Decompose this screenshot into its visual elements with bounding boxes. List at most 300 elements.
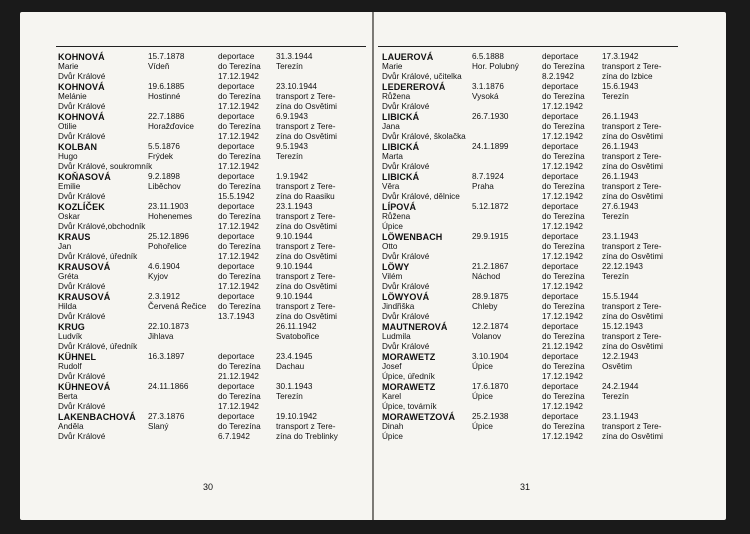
birth-info	[472, 322, 508, 342]
residence: Dvůr Králové, úředník	[58, 252, 138, 261]
record-entry	[382, 322, 663, 352]
left-page	[20, 12, 372, 520]
fate-info-line: zína do Osvětimi	[602, 132, 663, 141]
given-name: Ludmila	[382, 332, 411, 341]
deportation-info-line: 21.12.1942	[218, 372, 259, 381]
birth-info	[148, 262, 180, 282]
birth-info-line: 29.9.1915	[472, 232, 509, 241]
deportation-info-line: do Terezína	[542, 332, 585, 341]
residence: Dvůr Králové	[58, 132, 106, 141]
surname: LEDEREROVÁ	[382, 82, 446, 92]
birth-info-line: Úpice	[472, 422, 493, 431]
fate-info-line: 30.1.1943	[276, 382, 313, 391]
deportation-info-line: 17.12.1942	[218, 402, 259, 411]
fate-info-line: transport z Tere-	[276, 302, 336, 311]
record-entry	[58, 412, 338, 442]
birth-info-line: Volanov	[472, 332, 502, 341]
deportation-info-line: do Terezína	[542, 92, 585, 101]
birth-info-line: Hor. Polubný	[472, 62, 519, 71]
deportation-info-line: 21.12.1942	[542, 342, 583, 351]
fate-info-line: zína do Osvětimi	[276, 282, 337, 291]
deportation-info-line: deportace	[542, 172, 579, 181]
deportation-info	[218, 262, 261, 292]
given-name: Otto	[382, 242, 398, 251]
surname: KOHNOVÁ	[58, 52, 105, 62]
deportation-info-line: do Terezína	[218, 302, 261, 311]
surname: LÍPOVÁ	[382, 202, 417, 212]
deportation-info-line: deportace	[218, 172, 255, 181]
deportation-info-line: 17.12.1942	[542, 162, 583, 171]
surname: KÜHNEL	[58, 352, 97, 362]
given-name: Růžena	[382, 212, 411, 221]
deportation-info-line: deportace	[542, 292, 579, 301]
deportation-info	[218, 382, 261, 412]
fate-info-line: zína do Osvětimi	[276, 102, 337, 111]
birth-info	[472, 382, 508, 402]
fate-info-line: 15.6.1943	[602, 82, 639, 91]
birth-info-line: Náchod	[472, 272, 501, 281]
residence: Dvůr Králové	[382, 282, 430, 291]
deportation-info-line: 17.12.1942	[542, 252, 583, 261]
fate-info-line: 23.1.1943	[276, 202, 313, 211]
birth-info-line: Úpice	[472, 392, 493, 401]
deportation-info	[218, 232, 261, 262]
fate-info-line: 17.3.1942	[602, 52, 639, 61]
deportation-info-line: deportace	[542, 52, 579, 61]
birth-info-line: 3.1.1876	[472, 82, 504, 91]
surname: MORAWETZOVÁ	[382, 412, 456, 422]
birth-info	[472, 172, 504, 192]
given-name: Vilém	[382, 272, 403, 281]
residence: Dvůr Králové	[382, 342, 430, 351]
given-name: Jan	[58, 242, 72, 251]
deportation-info-line: do Terezína	[218, 92, 261, 101]
fate-info-line: transport z Tere-	[602, 152, 662, 161]
fate-info	[602, 322, 663, 352]
given-name: Gréta	[58, 272, 79, 281]
record-entry	[382, 82, 639, 112]
record-entry	[58, 382, 313, 412]
fate-info-line: zína do Raasiku	[276, 192, 335, 201]
fate-info-line: 6.9.1943	[276, 112, 308, 121]
fate-info-line: 15.5.1944	[602, 292, 639, 301]
fate-info-line: zína do Izbice	[602, 72, 653, 81]
fate-info-line: 26.1.1943	[602, 172, 639, 181]
birth-info-line: 5.5.1876	[148, 142, 180, 151]
fate-info	[276, 112, 337, 142]
fate-info-line: zína do Osvětimi	[602, 252, 663, 261]
fate-info-line: Osvětim	[602, 362, 633, 371]
fate-info-line: 1.9.1942	[276, 172, 308, 181]
deportation-info	[542, 352, 585, 382]
record-entry	[58, 292, 337, 322]
deportation-info	[542, 52, 585, 82]
deportation-info-line: do Terezína	[218, 422, 261, 431]
surname: LÖWY	[382, 262, 410, 272]
fate-info-line: transport z Tere-	[602, 332, 662, 341]
fate-info-line: Terezín	[602, 392, 629, 401]
fate-info-line: 26.11.1942	[276, 322, 317, 331]
surname: MAUTNEROVÁ	[382, 322, 448, 332]
birth-info-line: 6.5.1888	[472, 52, 504, 61]
birth-info-line: Vídeň	[148, 62, 170, 71]
birth-info-line: 28.9.1875	[472, 292, 509, 301]
deportation-info-line: 17.12.1942	[218, 222, 259, 231]
deportation-info-line: deportace	[218, 292, 255, 301]
record-entry	[382, 142, 663, 172]
birth-info	[472, 292, 508, 312]
record-entry	[58, 112, 337, 142]
birth-info	[148, 52, 184, 72]
surname: MORAWETZ	[382, 352, 436, 362]
deportation-info-line: 13.7.1943	[218, 312, 255, 321]
deportation-info-line: deportace	[218, 412, 255, 421]
record-entry	[58, 82, 337, 112]
deportation-info-line: do Terezína	[218, 392, 261, 401]
residence: Úpice, továrník	[382, 402, 437, 411]
record-entry	[382, 172, 663, 202]
deportation-info	[218, 112, 261, 142]
deportation-info-line: do Terezína	[542, 62, 585, 71]
residence: Dvůr Králové, školačka	[382, 132, 466, 141]
birth-info-line: Hohenemes	[148, 212, 193, 221]
birth-info-line: 2.3.1912	[148, 292, 180, 301]
given-name: Josef	[382, 362, 402, 371]
surname: LIBICKÁ	[382, 112, 420, 122]
deportation-info	[218, 202, 261, 232]
deportation-info-line: 17.12.1942	[542, 132, 583, 141]
deportation-info-line: do Terezína	[542, 272, 585, 281]
page-number: 31	[520, 482, 531, 492]
surname: LÖWYOVÁ	[382, 292, 430, 302]
birth-info-line: 24.11.1866	[148, 382, 189, 391]
given-name: Berta	[58, 392, 78, 401]
residence: Dvůr Králové	[58, 402, 106, 411]
surname: KOŇASOVÁ	[58, 172, 111, 182]
page-number: 30	[203, 482, 214, 492]
birth-info	[472, 142, 508, 152]
residence: Dvůr Králové	[382, 162, 430, 171]
record-entry	[382, 412, 663, 442]
fate-info	[276, 142, 308, 162]
deportation-info-line: deportace	[218, 82, 255, 91]
birth-info	[148, 352, 184, 362]
deportation-info-line: deportace	[542, 142, 579, 151]
residence: Dvůr Králové	[58, 372, 106, 381]
surname: KOHNOVÁ	[58, 112, 105, 122]
deportation-info-line: 17.12.1942	[542, 372, 583, 381]
record-entry	[382, 112, 663, 142]
fate-info-line: 31.3.1944	[276, 52, 313, 61]
fate-info	[276, 412, 338, 442]
surname: KOHNOVÁ	[58, 82, 105, 92]
birth-info-line: Liběchov	[148, 182, 181, 191]
fate-info	[276, 202, 337, 232]
record-entry	[382, 262, 643, 292]
surname: LÖWENBACH	[382, 232, 443, 242]
fate-info-line: Terezín	[602, 92, 629, 101]
deportation-info-line: deportace	[542, 202, 579, 211]
fate-info-line: Terezín	[602, 272, 629, 281]
deportation-info-line: 17.12.1942	[218, 252, 259, 261]
birth-info-line: 15.7.1878	[148, 52, 185, 61]
fate-info-line: 24.2.1944	[602, 382, 639, 391]
record-entry	[58, 352, 313, 382]
deportation-info-line: do Terezína	[218, 212, 261, 221]
given-name: Marie	[58, 62, 79, 71]
fate-info-line: 23.1.1943	[602, 412, 639, 421]
birth-info-line: 22.10.1873	[148, 322, 189, 331]
fate-info	[276, 322, 319, 342]
fate-info-line: zína do Osvětimi	[602, 312, 663, 321]
birth-info-line: Frýdek	[148, 152, 174, 161]
birth-info-line: 9.2.1898	[148, 172, 180, 181]
residence: Dvůr Králové	[58, 192, 106, 201]
deportation-info	[542, 202, 585, 232]
fate-info-line: Svatobořice	[276, 332, 320, 341]
given-name: Jindřiška	[382, 302, 415, 311]
birth-info-line: 26.7.1930	[472, 112, 509, 121]
record-entry	[58, 202, 337, 232]
fate-info	[276, 292, 337, 322]
birth-info	[472, 202, 508, 212]
record-entry	[58, 52, 313, 82]
given-name: Oskar	[58, 212, 80, 221]
deportation-info-line: deportace	[542, 352, 579, 361]
fate-info-line: 22.12.1943	[602, 262, 643, 271]
fate-info-line: Terezín	[276, 392, 303, 401]
fate-info-line: Terezín	[602, 212, 629, 221]
fate-info-line: transport z Tere-	[602, 302, 662, 311]
deportation-info-line: do Terezína	[218, 362, 261, 371]
deportation-info	[542, 142, 585, 172]
deportation-info-line: do Terezína	[542, 362, 585, 371]
given-name: Marie	[382, 62, 403, 71]
deportation-info-line: do Terezína	[218, 182, 261, 191]
fate-info	[276, 172, 335, 202]
deportation-info-line: 17.12.1942	[542, 102, 583, 111]
deportation-info-line: deportace	[542, 262, 579, 271]
fate-info-line: 9.10.1944	[276, 292, 313, 301]
given-name: Melánie	[58, 92, 87, 101]
birth-info-line: 21.2.1867	[472, 262, 509, 271]
birth-info	[472, 412, 508, 432]
birth-info	[148, 202, 192, 222]
birth-info	[472, 352, 508, 372]
surname: KRUG	[58, 322, 85, 332]
deportation-info-line: do Terezína	[542, 122, 585, 131]
deportation-info-line: 17.12.1942	[542, 192, 583, 201]
birth-info-line: 23.11.1903	[148, 202, 189, 211]
birth-info-line: Červená Řečice	[148, 302, 207, 311]
given-name: Jana	[382, 122, 400, 131]
deportation-info-line: do Terezína	[218, 122, 261, 131]
birth-info	[148, 112, 194, 132]
deportation-info-line: deportace	[542, 322, 579, 331]
fate-info-line: transport z Tere-	[276, 422, 336, 431]
deportation-info-line: do Terezína	[218, 152, 261, 161]
birth-info	[472, 112, 508, 122]
residence: Dvůr Králové	[382, 102, 430, 111]
deportation-info-line: do Terezína	[542, 422, 585, 431]
fate-info-line: 9.10.1944	[276, 262, 313, 271]
residence: Dvůr Králové, úředník	[58, 342, 138, 351]
deportation-info-line: do Terezína	[542, 152, 585, 161]
birth-info	[472, 82, 504, 102]
deportation-info-line: deportace	[542, 112, 579, 121]
birth-info-line: 24.1.1899	[472, 142, 509, 151]
fate-info-line: 19.10.1942	[276, 412, 317, 421]
right-entries	[382, 52, 663, 442]
birth-info	[148, 142, 180, 162]
fate-info	[276, 262, 337, 292]
record-entry	[382, 382, 639, 412]
birth-info-line: 19.6.1885	[148, 82, 185, 91]
birth-info	[148, 232, 189, 252]
fate-info-line: transport z Tere-	[276, 212, 336, 221]
birth-info-line: Pohořelice	[148, 242, 187, 251]
birth-info-line: Chleby	[472, 302, 498, 311]
surname: KÜHNEOVÁ	[58, 382, 111, 392]
deportation-info	[542, 172, 585, 202]
given-name: Ludvík	[58, 332, 83, 341]
surname: LAKENBACHOVÁ	[58, 412, 136, 422]
birth-info-line: 12.2.1874	[472, 322, 509, 331]
record-entry	[58, 232, 337, 262]
fate-info-line: 26.1.1943	[602, 112, 639, 121]
given-name: Hugo	[58, 152, 78, 161]
left-entries	[58, 52, 338, 442]
fate-info-line: zína do Osvětimi	[276, 312, 337, 321]
deportation-info-line: 17.12.1942	[542, 432, 583, 441]
birth-info-line: 4.6.1904	[148, 262, 180, 271]
birth-info-line: 25.12.1896	[148, 232, 189, 241]
surname: LIBICKÁ	[382, 172, 420, 182]
fate-info-line: transport z Tere-	[602, 242, 662, 251]
fate-info-line: 23.4.1945	[276, 352, 313, 361]
residence: Dvůr Králové, učitelka	[382, 72, 462, 81]
fate-info-line: 9.5.1943	[276, 142, 308, 151]
given-name: Anděla	[58, 422, 84, 431]
record-entry	[382, 232, 663, 262]
given-name: Růžena	[382, 92, 411, 101]
fate-info	[602, 412, 663, 442]
fate-info-line: 23.10.1944	[276, 82, 317, 91]
birth-info	[472, 232, 508, 242]
fate-info	[602, 52, 661, 82]
birth-info-line: Kyjov	[148, 272, 169, 281]
record-entry	[58, 262, 337, 292]
fate-info	[602, 142, 663, 172]
residence: Dvůr Králové	[58, 282, 106, 291]
given-name: Emilie	[58, 182, 81, 191]
deportation-info	[542, 112, 585, 142]
deportation-info-line: 17.12.1942	[218, 72, 259, 81]
record-entry	[382, 292, 663, 322]
fate-info-line: zína do Osvětimi	[602, 432, 663, 441]
residence: Dvůr Králové	[58, 72, 106, 81]
birth-info-line: Slaný	[148, 422, 169, 431]
birth-info-line: 3.10.1904	[472, 352, 509, 361]
fate-info-line: transport z Tere-	[276, 182, 336, 191]
fate-info	[602, 172, 663, 202]
fate-info-line: Dachau	[276, 362, 305, 371]
fate-info	[602, 112, 663, 142]
surname: KRAUS	[58, 232, 91, 242]
fate-info-line: 12.2.1943	[602, 352, 639, 361]
birth-info	[472, 262, 508, 282]
fate-info	[602, 352, 638, 372]
deportation-info-line: 17.12.1942	[218, 162, 259, 171]
birth-info-line: Jihlava	[148, 332, 174, 341]
birth-info	[148, 172, 181, 192]
fate-info-line: transport z Tere-	[276, 272, 336, 281]
deportation-info-line: do Terezína	[218, 62, 261, 71]
residence: Dvůr Králové	[58, 432, 106, 441]
record-entry	[58, 172, 336, 202]
deportation-info	[218, 52, 261, 82]
given-name: Rudolf	[58, 362, 82, 371]
deportation-info-line: deportace	[218, 112, 255, 121]
given-name: Hilda	[58, 302, 77, 311]
deportation-info-line: 17.12.1942	[218, 282, 259, 291]
birth-info-line: Hostinné	[148, 92, 181, 101]
deportation-info-line: do Terezína	[542, 242, 585, 251]
header-rule	[378, 46, 678, 47]
fate-info-line: Terezín	[276, 62, 303, 71]
deportation-info-line: deportace	[542, 82, 579, 91]
fate-info-line: transport z Tere-	[276, 122, 336, 131]
deportation-info-line: 17.12.1942	[542, 312, 583, 321]
deportation-info-line: deportace	[218, 142, 255, 151]
surname: KOZLÍČEK	[58, 202, 105, 212]
fate-info-line: zína do Treblinky	[276, 432, 338, 441]
deportation-info-line: do Terezína	[218, 272, 261, 281]
deportation-info-line: 17.12.1942	[542, 222, 583, 231]
deportation-info-line: 6.7.1942	[218, 432, 250, 441]
birth-info-line: 8.7.1924	[472, 172, 504, 181]
birth-info	[148, 322, 189, 342]
fate-info-line: zína do Osvětimi	[276, 252, 337, 261]
given-name: Věra	[382, 182, 400, 191]
deportation-info-line: do Terezína	[542, 182, 585, 191]
deportation-info	[218, 292, 261, 322]
given-name: Karel	[382, 392, 402, 401]
fate-info-line: transport z Tere-	[602, 422, 662, 431]
deportation-info	[542, 292, 585, 322]
deportation-info-line: 15.5.1942	[218, 192, 255, 201]
residence: Úpice	[382, 222, 403, 231]
fate-info	[276, 82, 337, 112]
birth-info-line: 25.2.1938	[472, 412, 509, 421]
fate-info	[602, 232, 663, 262]
fate-info-line: zína do Osvětimi	[602, 162, 663, 171]
fate-info	[602, 292, 663, 322]
fate-info-line: transport z Tere-	[276, 242, 336, 251]
given-name: Marta	[382, 152, 403, 161]
deportation-info	[218, 82, 261, 112]
fate-info	[276, 352, 312, 372]
residence: Úpice	[382, 432, 403, 441]
residence: Dvůr Králové	[58, 102, 106, 111]
deportation-info-line: deportace	[218, 202, 255, 211]
deportation-info-line: do Terezína	[218, 242, 261, 251]
record-entry	[382, 202, 639, 232]
fate-info-line: zína do Osvětimi	[276, 222, 337, 231]
deportation-info-line: deportace	[218, 232, 255, 241]
fate-info	[602, 82, 638, 102]
deportation-info	[218, 172, 261, 202]
